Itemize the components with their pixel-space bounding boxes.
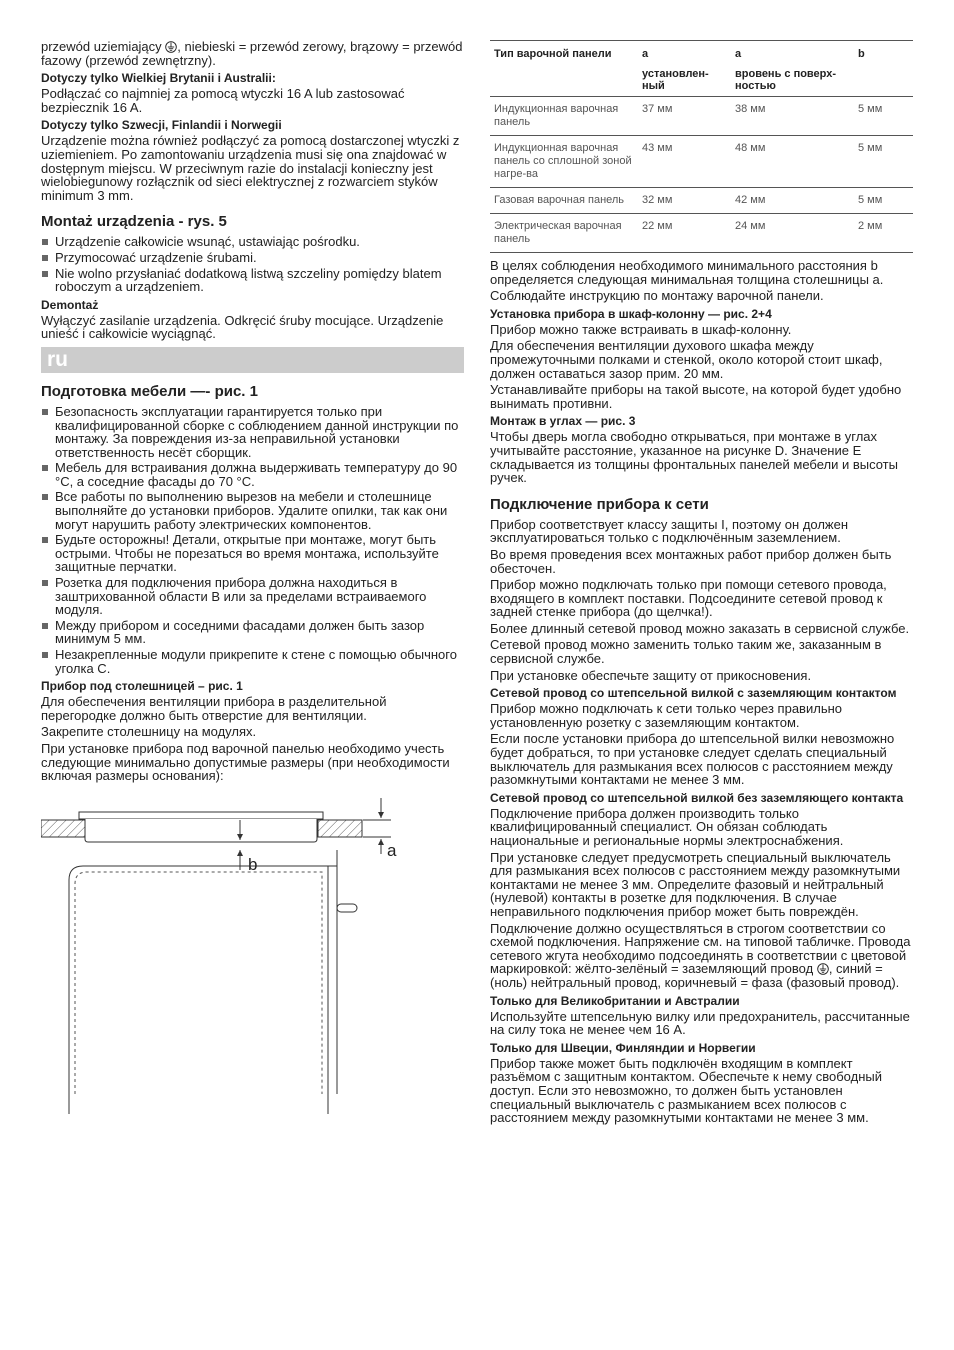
table-header: b	[854, 41, 913, 65]
table-cell: 5 мм	[854, 136, 913, 188]
diagram-label-b: b	[248, 854, 258, 874]
ground-symbol-icon	[165, 41, 177, 53]
prep-list	[41, 405, 464, 675]
prep-heading: Подготовка мебели —- рис. 1	[41, 382, 258, 400]
table-cell: 43 мм	[638, 136, 731, 188]
table-header-row	[490, 41, 913, 65]
table-cell: 42 мм	[731, 188, 854, 214]
connect-p2: Во время проведения всех монтажных работ прибор должен быть обесточен.	[490, 546, 892, 576]
table-cell: Индукционная варочная панель	[490, 97, 638, 136]
diagram-label-a: a	[387, 840, 397, 860]
se-text-pl: Urządzenie można również podłączyć za pomocą dostarczonej wtyczki z uziemieniem. Po zamontowaniu urządzenia musi się ona znajdować w dostępnym miejscu. W przeciwnym razie do instalacji konieczny jest wielobiegunowy rozłącznik od sieci elektrycznej z rozwarciem styków minimum 3 mm.	[41, 133, 460, 203]
table-subheader	[490, 64, 638, 97]
connect-p1: Прибор соответствует классу защиты I, поэтому он должен эксплуатироваться только с подключённым заземлением.	[490, 516, 849, 546]
table-cell: 5 мм	[854, 97, 913, 136]
noplug-p2: При установке следует предусмотреть специальный выключатель для размыкания всех полюсов с расстоянием между разомкнутыми контактами не менее 3 мм. Определите фазовый и нейтральный (нулевой) контакты в розетке для подключения. В случае неправильного подключения прибор может быть повреждён.	[490, 849, 901, 919]
after-table-p2: Соблюдайте инструкцию по монтажу варочной панели.	[490, 288, 824, 304]
list-item: Nie wolno przysłaniać dodatkową listwą szczeliny pomiędzy blatem roboczym a urządzeniem.	[41, 267, 464, 294]
column-p2: Для обеспечения вентиляции духового шкафа между промежуточными полками и стенкой, около которой стоит шкаф, должен оставаться зазор прим. 20 мм.	[490, 338, 883, 381]
list-item: Незакрепленные модули прикрепите к стене с помощью обычного уголка C.	[41, 648, 464, 675]
installation-diagram	[41, 794, 464, 1114]
table-cell: 5 мм	[854, 188, 913, 214]
list-item: Мебель для встраивания должна выдерживать температуру до 90 °C, а соседние фасады до 70 °C.	[41, 461, 464, 488]
table-header: a	[731, 41, 854, 65]
table-cell: 24 мм	[731, 214, 854, 253]
corner-p1: Чтобы дверь могла свободно открываться, при монтаже в углах учитывайте расстояние, указанное на рисунке D. Значение E складывается из толщины фронтальных панелей мебели и высоты ручек.	[490, 429, 898, 486]
connect-p4: Более длинный сетевой провод можно заказать в сервисной службе.	[490, 620, 910, 636]
table-row	[490, 97, 913, 136]
table-cell: Индукционная варочная панель со сплошной зоной нагре-ва	[490, 136, 638, 188]
uk-text-pl: Podłączać co najmniej za pomocą wtyczki 16 A lub zastosować bezpiecznik 16 A.	[41, 86, 405, 115]
list-item: Розетка для подключения прибора должна находиться в заштрихованной области B или за пределами встраиваемого модуля.	[41, 576, 464, 617]
noplug-p1: Подключение прибора должен производить только квалифицированный специалист. Он обязан соблюдать национальные и региональные нормы электроснабжения.	[490, 805, 844, 848]
table-row	[490, 214, 913, 253]
column-p1: Прибор можно также встраивать в шкаф-колонну.	[490, 321, 792, 337]
table-cell: 22 мм	[638, 214, 731, 253]
table-cell: 2 мм	[854, 214, 913, 253]
worktop-p3: При установке прибора под варочной панелью необходимо учесть следующие минимально допустимые размеры (при необходимости включая размеры основания):	[41, 740, 450, 784]
table-row	[490, 136, 913, 188]
table-subheader	[854, 64, 913, 97]
connect-heading: Подключение прибора к сети	[490, 495, 709, 513]
list-item: Будьте осторожны! Детали, открытые при монтаже, могут быть острыми. Чтобы не порезаться во время монтажа, используйте защитные перчатки.	[41, 533, 464, 574]
plug-p2: Если после установки прибора до штепсельной вилки невозможно будет добраться, то при установке следует сделать специальный выключатель для размыкания всех полюсов с расстоянием между разомкнутыми контактами не менее 3 мм.	[490, 731, 895, 788]
uk-heading-ru: Только для Великобритании и Австралии	[490, 993, 740, 1008]
corner-heading: Монтаж в углах — рис. 3	[490, 414, 636, 429]
plug-p1: Прибор можно подключать к сети только через правильно установленную розетку с заземляющим контактом.	[490, 701, 842, 730]
uk-text-ru: Используйте штепсельную вилку или предохранитель, рассчитанные на силу тока не менее чем 16 А.	[490, 1008, 910, 1038]
right-column	[490, 40, 913, 1128]
table-cell: 32 мм	[638, 188, 731, 214]
worktop-heading: Прибор под столешницей – рис. 1	[41, 679, 243, 694]
column-p3: Устанавливайте приборы на такой высоте, на которой будет удобно вынимать противни.	[490, 382, 902, 411]
table-cell: 37 мм	[638, 97, 731, 136]
montage-heading: Montaż urządzenia - rys. 5	[41, 213, 227, 231]
intro-text: przewód uziemiający , niebieski = przewód zerowy, brązowy = przewód fazowy (przewód zewnętrzny).	[41, 39, 463, 68]
connect-p6: При установке обеспечьте защиту от прикосновения.	[490, 667, 812, 683]
hob-dimensions-table	[490, 40, 913, 253]
list-item: Между прибором и соседними фасадами должен быть зазор минимум 5 мм.	[41, 619, 464, 646]
ground-symbol-icon	[817, 963, 829, 975]
noplug-p3: Подключение должно осуществляться в строгом соответствии со схемой подключения. Напряжение см. на типовой табличке. Провода сетевого жгута необходимо подсоединять в соответствии с цветовой маркировкой: жёлто-зелёный = заземляющий провод , синий = (ноль) нейтральный провод, коричневый = фаза (фазовый провод).	[490, 920, 911, 990]
table-row	[490, 188, 913, 214]
montage-list	[41, 235, 464, 293]
connect-p5: Сетевой провод можно заменить только таким же, заказанным в сервисной службе.	[490, 637, 882, 667]
left-column	[41, 40, 464, 1119]
se-text-ru: Прибор также может быть подключён входящим в комплект разъёмом с защитным контактом. Обеспечьте к нему свободный доступ. Если это невозможно, то должен быть установлен специальный выключатель с размыканием всех полюсов с расстоянием между разомкнутыми контактами не менее 3 мм.	[490, 1055, 882, 1126]
table-subheader: вровень с поверх-ностью	[735, 68, 837, 92]
table-cell: 48 мм	[731, 136, 854, 188]
list-item: Przymocować urządzenie śrubami.	[41, 251, 464, 265]
se-heading-pl: Dotyczy tylko Szwecji, Finlandii i Norwegii	[41, 118, 282, 133]
table-cell: Электрическая варочная панель	[490, 214, 638, 253]
connect-p3: Прибор можно подключать только при помощи сетевого провода, входящего в комплект поставки. Подсоедините сетевой провод к задней стенке прибора (до щелчка!).	[490, 577, 887, 620]
list-item: Безопасность эксплуатации гарантируется только при квалифицированной сборке с соблюдением данной инструкции по монтажу. За повреждения из-за неправильной установки ответственность несёт сборщик.	[41, 405, 464, 459]
worktop-p2: Закрепите столешницу на модулях.	[41, 724, 257, 740]
table-cell: 38 мм	[731, 97, 854, 136]
column-heading: Установка прибора в шкаф-колонну — рис. 2+4	[490, 306, 772, 321]
plug-heading: Сетевой провод со штепсельной вилкой с заземляющим контактом	[490, 686, 897, 701]
table-subheader-row	[490, 64, 913, 97]
demontaz-text: Wyłączyć zasilanie urządzenia. Odkręcić śruby mocujące. Urządzenie unieść i całkowicie wyciągnąć.	[41, 312, 444, 342]
demontaz-heading: Demontaż	[41, 297, 99, 312]
after-table-p1: В целях соблюдения необходимого минимального расстояния b определяется следующая минимальная толщина столешницы a.	[490, 258, 884, 287]
table-subheader: установлен-ный	[642, 68, 709, 92]
table-cell: Газовая варочная панель	[490, 188, 638, 214]
table-header: Тип варочной панели	[490, 41, 638, 65]
list-item: Все работы по выполнению вырезов на мебели и столешнице выполняйте до установки приборов. Удалите опилки, так как они могут нарушить работу электрических компонентов.	[41, 490, 464, 531]
table-header: a	[638, 41, 731, 65]
se-heading-ru: Только для Швеции, Финляндии и Норвегии	[490, 1040, 756, 1055]
language-band-ru: ru	[41, 347, 464, 373]
list-item: Urządzenie całkowicie wsunąć, ustawiając pośrodku.	[41, 235, 464, 249]
worktop-p1: Для обеспечения вентиляции прибора в разделительной перегородке должно быть отверстие для вентиляции.	[41, 694, 387, 723]
noplug-heading: Сетевой провод со штепсельной вилкой без заземляющего контакта	[490, 790, 904, 805]
uk-heading-pl: Dotyczy tylko Wielkiej Brytanii i Australii:	[41, 71, 276, 86]
